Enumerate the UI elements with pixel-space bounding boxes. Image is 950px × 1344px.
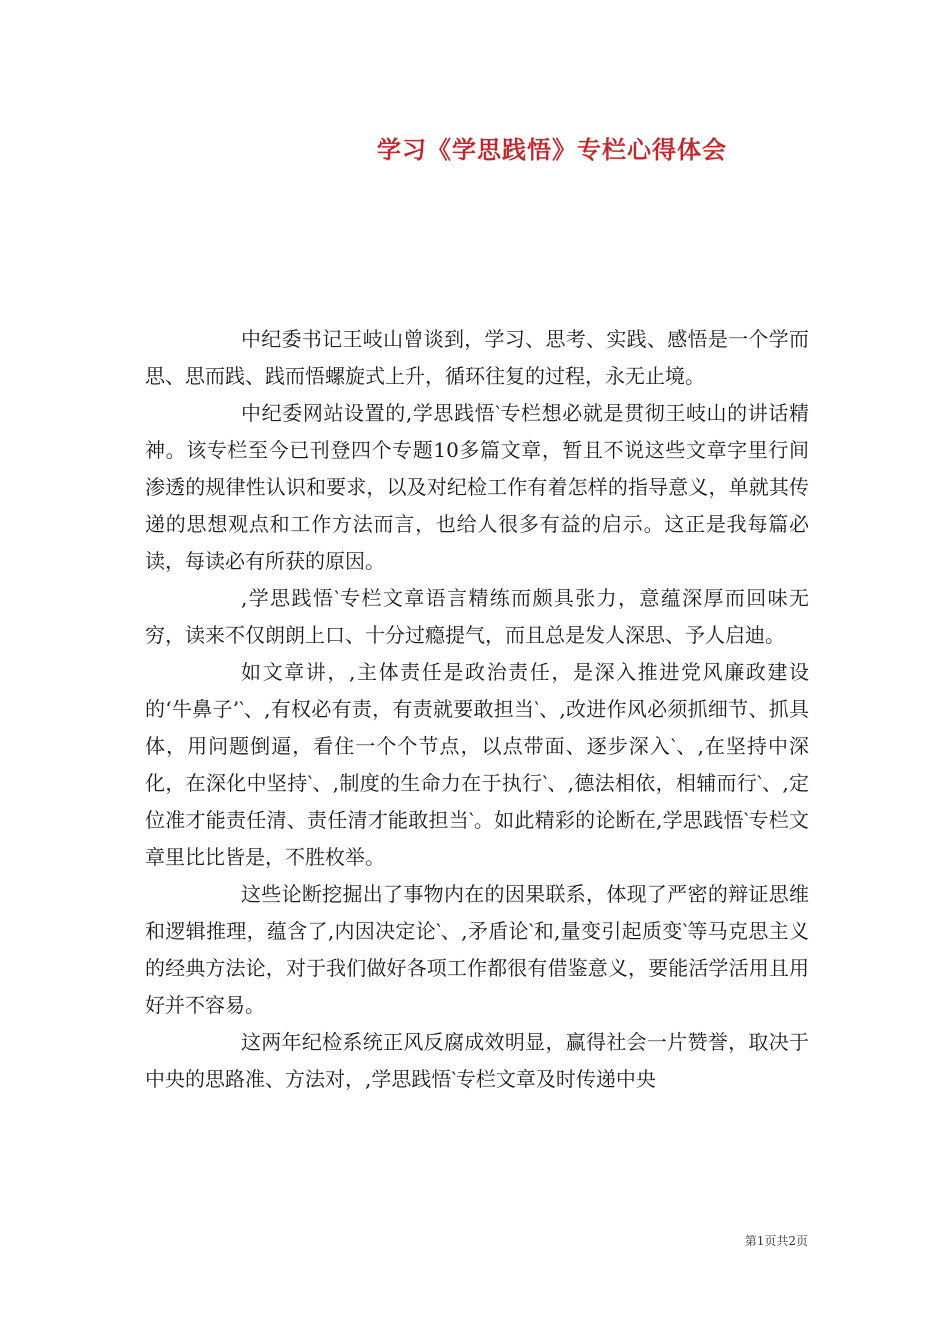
paragraph-3: ,学思践悟‵专栏文章语言精练而颇具张力，意蕴深厚而回味无穷，读来不仅朗朗上口、十分过瘾提气，而且总是发人深思、予人启迪。 <box>145 586 809 647</box>
page-number-label: 第1页共2页 <box>744 1234 808 1248</box>
paragraph-4: 如文章讲，,主体责任是政治责任，是深入推进党风廉政建设的‘牛鼻子’‵、,有权必有责，有责就要敢担当‵、,改进作风必须抓细节、抓具体，用问题倒逼，看住一个个节点，以点带面、逐步深入‵、,在坚持中深化，在深化中坚持‵、,制度的生命力在于执行‵、,德法相依，相辅而行‵、,定位准才能责任清、责任清才能敢担当‵。如此精彩的论断在,学思践悟‵专栏文章里比比皆是，不胜枚举。 <box>145 660 809 869</box>
page-number-footer <box>0 1233 808 1249</box>
paragraph-6: 这两年纪检系统正风反腐成效明显，赢得社会一片赞誉，取决于中央的思路准、方法对，,学思践悟‵专栏文章及时传递中央 <box>145 1030 809 1091</box>
paragraph-5: 这些论断挖掘出了事物内在的因果联系，体现了严密的辩证思维和逻辑推理，蕴含了,内因决定论‵、,矛盾论‵和,量变引起质变‵等马克思主义的经典方法论，对于我们做好各项工作都很有借鉴意义，要能活学活用且用好并不容易。 <box>145 882 809 1017</box>
document-body <box>145 321 809 1098</box>
document-title: 学习《学思践悟》专栏心得体会 <box>377 135 727 164</box>
paragraph-2: 中纪委网站设置的,学思践悟‵专栏想必就是贯彻王岐山的讲话精神。该专栏至今已刊登四个专题10多篇文章，暂且不说这些文章字里行间渗透的规律性认识和要求，以及对纪检工作有着怎样的指导意义，单就其传递的思想观点和工作方法而言，也给人很多有益的启示。这正是我每篇必读，每读必有所获的原因。 <box>145 401 809 573</box>
paragraph-1: 中纪委书记王岐山曾谈到，学习、思考、实践、感悟是一个学而思、思而践、践而悟螺旋式上升，循环往复的过程，永无止境。 <box>145 327 809 388</box>
